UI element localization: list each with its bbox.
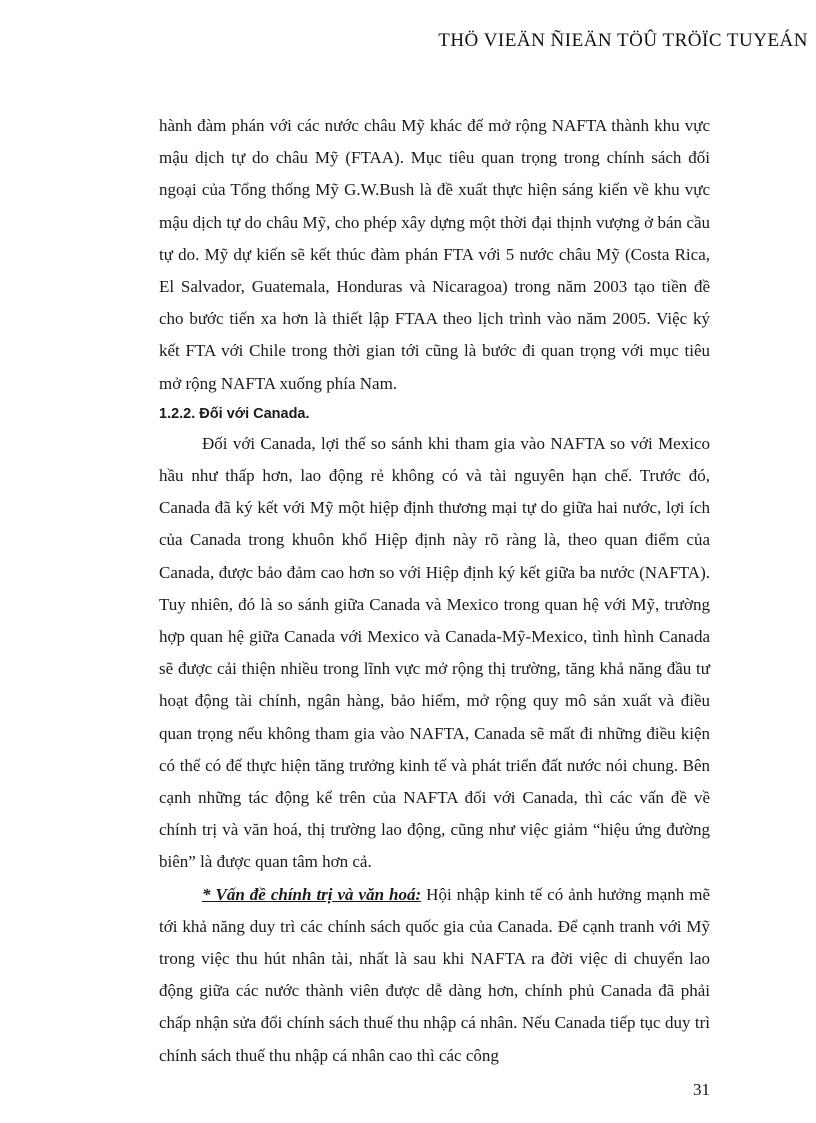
section-heading-canada: 1.2.2. Đối với Canada.: [159, 405, 310, 422]
paragraph-canada-advantages: Đối với Canada, lợi thế so sánh khi tham gia vào NAFTA so với Mexico hầu như thấp hơn, lao động rẻ không có và tài nguyên hạn chế. Trước đó, Canada đã ký kết với Mỹ một hiệp định thương mại tự do giữa hai nước, lợi ích của Canada trong khuôn khổ Hiệp định này rõ ràng là, theo quan điểm của Canada, được bảo đảm cao hơn so với Hiệp định ký kết giữa ba nước (NAFTA). Tuy nhiên, đó là so sánh giữa Canada và Mexico trong quan hệ với Mỹ, trường hợp quan hệ giữa Canada với Mexico và Canada-Mỹ-Mexico, tình hình Canada sẽ được cải thiện nhiều trong lĩnh vực mở rộng thị trường, tăng khả năng đầu tư hoạt động tài chính, ngân hàng, bảo hiểm, mở rộng quy mô sản xuất và điều quan trọng nếu không tham gia vào NAFTA, Canada sẽ mất đi những điều kiện có thể có để thực hiện tăng trưởng kinh tế và phát triển đất nước nói chung. Bên cạnh những tác động kể trên của NAFTA đối với Canada, thì các vấn đề về chính trị và văn hoá, thị trường lao động, cũng như việc giảm “hiệu ứng đường biên” là được quan tâm hơn cả.: [159, 433, 710, 872]
paragraph-politics-culture: [159, 879, 710, 1072]
page-header-title: THÖ VIEÄN ÑIEÄN TÖÛ TRÖÏC TUYEÁN: [438, 30, 808, 51]
page-number: 31: [693, 1080, 710, 1099]
paragraph-nafta-ftaa: hành đàm phán với các nước châu Mỹ khác để mở rộng NAFTA thành khu vực mậu dịch tự do châu Mỹ (FTAA). Mục tiêu quan trọng trong chính sách đối ngoại của Tổng thống Mỹ G.W.Bush là đề xuất thực hiện sáng kiến về khu vực mậu dịch tự do châu Mỹ, cho phép xây dựng một thời đại thịnh vượng ở bán cầu tự do. Mỹ dự kiến sẽ kết thúc đàm phán FTA với 5 nước châu Mỹ (Costa Rica, El Salvador, Guatemala, Honduras và Nicaragoa) trong năm 2003 tạo tiền đề cho bước tiến xa hơn là thiết lập FTAA theo lịch trình vào năm 2005. Việc ký kết FTA với Chile trong thời gian tới cũng là bước đi quan trọng với mục tiêu mở rộng NAFTA xuống phía Nam.: [159, 116, 710, 393]
emphasis-politics-culture: * Vấn đề chính trị và văn hoá:: [202, 884, 422, 904]
document-body: [159, 110, 710, 1072]
paragraph-politics-culture-text: Hội nhập kinh tế có ảnh hưởng mạnh mẽ tới khả năng duy trì các chính sách quốc gia của Canada. Để cạnh tranh với Mỹ trong việc thu hút nhân tài, nhất là sau khi NAFTA ra đời việc di chuyển lao động giữa các nước thành viên được dễ dàng hơn, chính phủ Canada đã phải chấp nhận sửa đổi chính sách thuế thu nhập cá nhân. Nếu Canada tiếp tục duy trì chính sách thuế thu nhập cá nhân cao thì các công: [159, 884, 710, 1065]
